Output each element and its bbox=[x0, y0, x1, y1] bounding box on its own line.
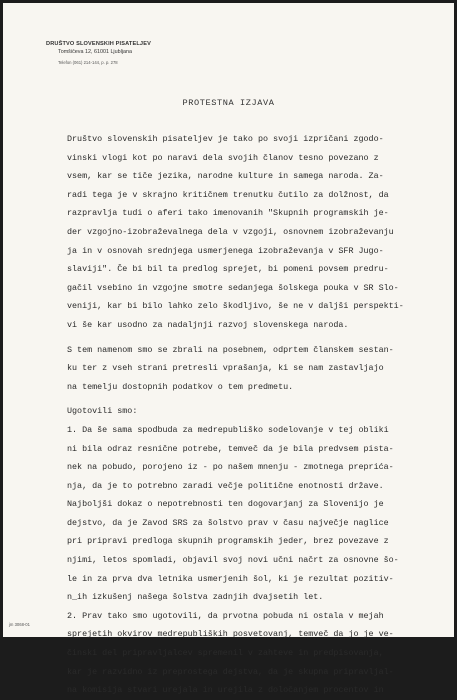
text-line: ja in v osnovah srednjega usmerjenega izobraževanja v SFR Jugo- bbox=[67, 245, 384, 256]
text-line: ku ter z vseh strani pretresli vprašanja, ki se nam zastavljajo bbox=[67, 363, 384, 374]
text-line: vinski vlogi kot po naravi dela svojih članov tesno povezano z bbox=[67, 152, 379, 163]
footer-code: jm 3068-01 bbox=[9, 622, 30, 627]
text-line: der vzgojno-izobraževalnega dela v vzgoji, osnovnem izobraževanju bbox=[67, 226, 394, 237]
text-line: kar je razvidno iz preprostega dejstva, da je skupna pripravljal- bbox=[67, 666, 394, 677]
text-line: 2. Prav tako smo ugotovili, da prvotna pobuda ni ostala v mejah bbox=[67, 610, 384, 621]
text-line: gačil vsebino in vzgojne smotre sedanjega šolskega pouka v SR Slo- bbox=[67, 282, 399, 293]
text-line: ni bila odraz resnične potrebe, temveč da je bila predvsem pista- bbox=[67, 443, 394, 454]
document-title: PROTESTNA IZJAVA bbox=[182, 98, 275, 108]
letterhead bbox=[46, 40, 151, 66]
document-page bbox=[3, 3, 454, 696]
text-line: nek na pobudo, porojeno iz - po našem mnenju - zmotnega preprića- bbox=[67, 462, 394, 473]
letterhead-phone: Telefon (061) 214-144, p. p. 278 bbox=[58, 60, 118, 65]
text-line: slaviji". Če bi bil ta predlog sprejet, bi pomeni povsem predru- bbox=[67, 264, 389, 275]
text-line: veniji, kar bi bilo lahko zelo škodljivo, še ne v daljši perspekti- bbox=[67, 301, 404, 312]
text-line: n_ih izkušenj našega šolstva zadnjih dvajsetih let. bbox=[67, 592, 324, 603]
letterhead-address: Tomšičeva 12, 61001 Ljubljana bbox=[58, 49, 133, 55]
text-line: Društvo slovenskih pisateljev je tako po svoji izpričani zgodo- bbox=[67, 134, 384, 144]
text-line: S tem namenom smo se zbrali na posebnem, odprtem članskem sestan- bbox=[67, 344, 394, 355]
text-line: 1. Da še sama spodbuda za medrepubliško sodelovanje v tej obliki bbox=[67, 424, 389, 435]
document-body bbox=[67, 130, 439, 700]
text-line: na komisija stvari urejala in urejila z določanjem procentov in bbox=[67, 685, 384, 696]
text-line: nja, da je to potrebno zaradi večje politične enotnosti države. bbox=[67, 480, 384, 491]
letterhead-organization: DRUŠTVO SLOVENSKIH PISATELJEV bbox=[46, 41, 151, 47]
text-line: radi tega je v skrajno kritičnem trenutku čutilo za dolžnost, da bbox=[67, 189, 389, 200]
text-line: dejstvo, da je Zavod SRS za šolstvo prav v času največje naglice bbox=[67, 517, 389, 528]
text-line: vsem, kar se tiče jezika, narodne kulture in samega naroda. Za- bbox=[67, 171, 384, 182]
text-line: vi še kar usodno za nadaljnji razvoj slovenskega naroda. bbox=[67, 319, 349, 330]
text-line: Najboljši dokaz o nepotrebnosti ten dogovarjanj za Slovenijo je bbox=[67, 499, 384, 510]
text-line: na temelju dostopnih podatkov o tem predmetu. bbox=[67, 381, 294, 392]
text-line: sprejetih okvirov medrepubliških posvetovanj, temveč da jo je ve- bbox=[67, 629, 394, 640]
text-line: činski del pripravljalcev spremenil v zahteve in predpisovanja, bbox=[67, 648, 384, 659]
text-line: Ugotovili smo: bbox=[67, 406, 138, 417]
text-line: le in za prva dva letnika usmerjenih šol, ki je rezultat pozitiv- bbox=[67, 573, 394, 584]
text-line: pri pripravi predloga skupnih programskih jeder, brez povezave z bbox=[67, 536, 389, 547]
text-line: razpravlja tudi o aferi tako imenovanih "Skupnih programskih je- bbox=[67, 208, 389, 219]
text-line: njimi, letos spomladi, objavil svoj novi učni načrt za osnovne šo- bbox=[67, 555, 399, 566]
